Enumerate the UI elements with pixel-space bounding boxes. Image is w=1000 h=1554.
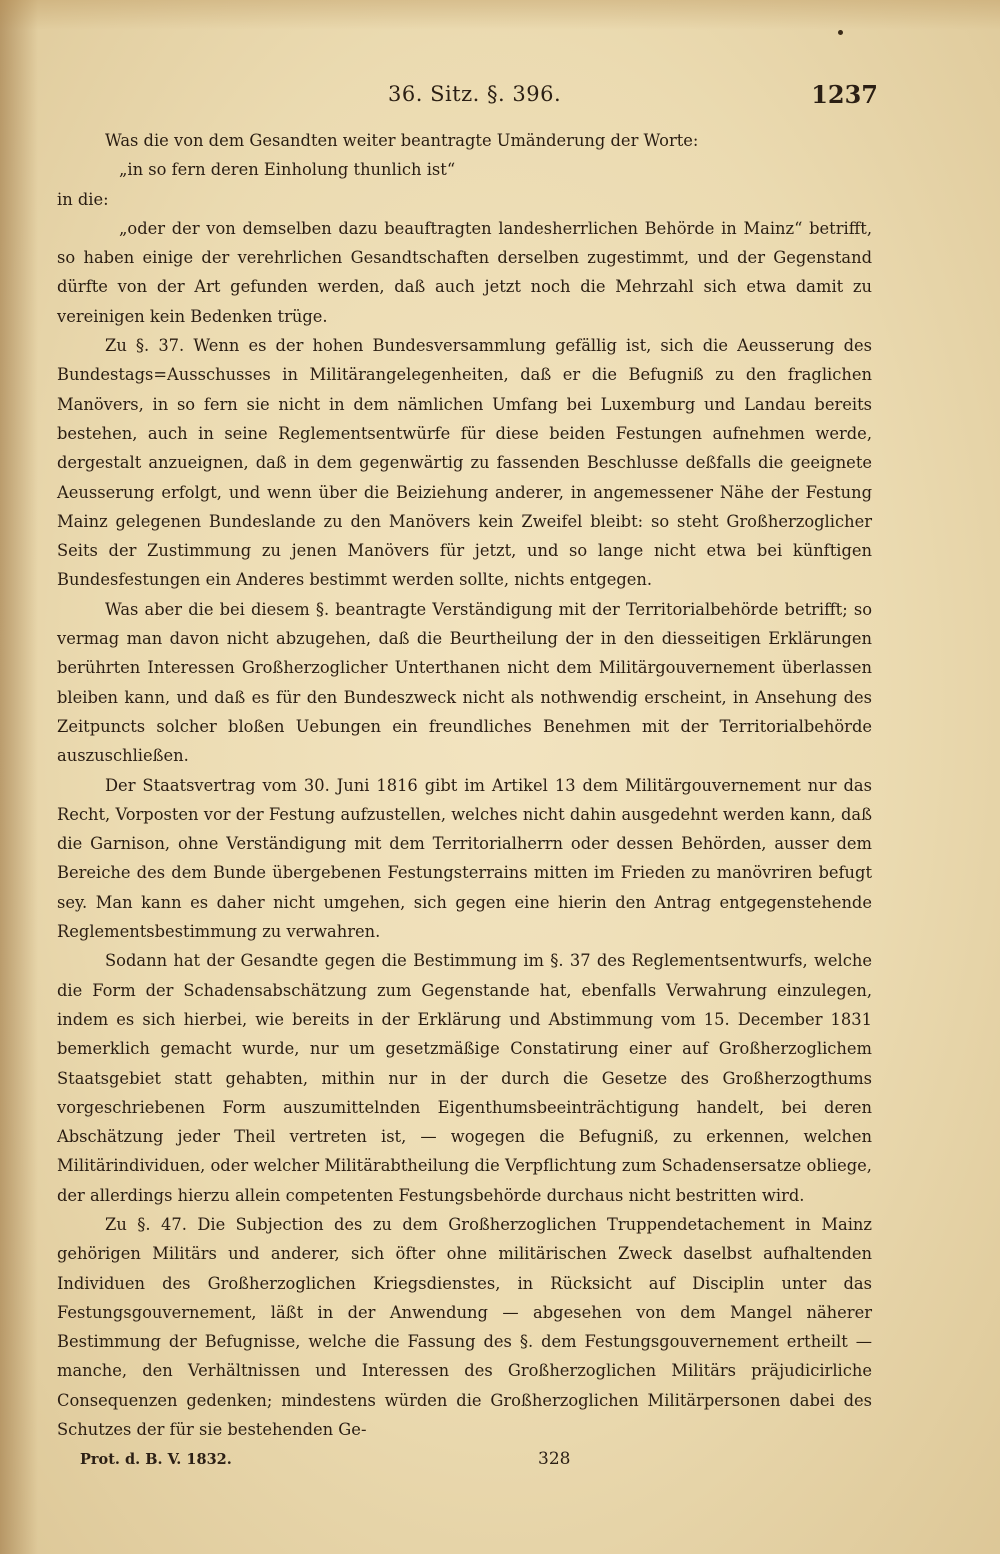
footer-reference: Prot. d. B. V. 1832. — [80, 1451, 232, 1468]
page-number: 1237 — [811, 80, 878, 109]
paragraph: „oder der von demselben dazu beauftragten landesherrlichen Behörde in Mainz“ betrifft, so haben einige der verehrlichen Gesandtschaften derselben zugestimmt, und der Gegenstand dürfte von der Art gefunden werden, daß auch jetzt noch die Mehrzahl sich etwa damit zu vereinigen kein Bedenken trüge. — [57, 218, 872, 326]
paragraph: Zu §. 37. Wenn es der hohen Bundesversammlung gefällig ist, sich die Aeusserung des Bundestags=Ausschusses in Militärangelegenheiten, daß er die Befugniß zu den fraglichen Manövers, in so fern sie nicht in dem nämlichen Umfang bei Luxemburg und Landau bereits bestehen, auch in seine Reglementsentwürfe für diese beiden Festungen aufnehmen werde, dergestalt anzueignen, daß in dem gegenwärtig zu fassenden Beschlusse deßfalls die geeignete Aeusserung erfolgt, und wenn über die Beiziehung anderer, in angemessener Nähe der Festung Mainz gelegenen Bundeslande zu den Manövers kein Zweifel bleibt: so steht Großherzoglicher Seits der Zustimmung zu jenen Manövers für jetzt, und so lange nicht etwa bei künftigen Bundesfestungen ein Anderes bestimmt werden sollte, nichts entgegen. — [57, 336, 872, 590]
paragraph: Der Staatsvertrag vom 30. Juni 1816 gibt im Artikel 13 dem Militärgouvernement nur das Recht, Vorposten vor der Festung aufzustellen, welches nicht dahin ausgedehnt werden kann, daß die Garnison, ohne Verständigung mit dem Territorialherrn oder dessen Behörden, ausser dem Bereiche des dem Bunde übergebenen Festungsterrains mitten im Frieden zu manövriren befugt sey. Man kann es daher nicht umgehen, sich gegen eine hierin den Antrag entgegenstehende Reglementsbestimmung zu verwahren. — [57, 775, 872, 942]
page-header — [60, 80, 880, 116]
paragraph: Sodann hat der Gesandte gegen die Bestimmung im §. 37 des Reglementsentwurfs, welche die Form der Schadensabschätzung zum Gegenstande hat, ebenfalls Verwahrung einzulegen, indem es sich hierbei, wie bereits in der Erklärung und Abstimmung vom 15. December 1831 bemerklich gemacht wurde, nur um gesetzmäßige Constatirung einer auf Großherzoglichem Staatsgebiet statt gehabten, mithin nur in der durch die Gesetze des Großherzogthums vorgeschriebenen Form auszumittelnden Eigenthumsbeeinträchtigung handelt, bei deren Abschätzung jeder Theil vertreten ist, — wogegen die Befugniß, zu erkennen, welchen Militärindividuen, oder welcher Militärabtheilung die Verpflichtung zum Schadensersatze obliege, der allerdings hierzu allein competenten Festungsbehörde durchaus nicht bestritten wird. — [57, 951, 872, 1205]
quoted-phrase: „in so fern deren Einholung thunlich ist“ — [119, 160, 456, 180]
ink-spot — [838, 30, 843, 35]
page-edge-shadow — [0, 0, 38, 1554]
paragraph: Zu §. 47. Die Subjection des zu dem Großherzoglichen Truppendetachement in Mainz gehörigen Militärs und anderer, sich öfter ohne militärischen Zweck daselbst aufhaltenden Individuen des Großherzoglichen Kriegsdienstes, in Rücksicht auf Disciplin unter das Festungsgouvernement, läßt in der Anwendung — abgesehen von dem Mangel näherer Bestimmung der Befugnisse, welche die Fassung des §. dem Festungsgouvernement ertheilt — manche, den Verhältnissen und Interessen des Großherzoglichen Militärs präjudicirliche Consequenzen gedenken; mindestens würden die Großherzoglichen Militärpersonen dabei des Schutzes der für sie bestehenden Ge- — [57, 1214, 872, 1440]
page-footer — [80, 1449, 880, 1475]
body-text — [57, 126, 872, 1444]
signature-mark: 328 — [538, 1449, 571, 1469]
page-top-shadow — [0, 0, 1000, 30]
paragraph: Was die von dem Gesandten weiter beantragte Umänderung der Worte: — [105, 131, 699, 150]
running-head: 36. Sitz. §. 396. — [388, 82, 562, 106]
paragraph: in die: — [57, 189, 109, 209]
paragraph: Was aber die bei diesem §. beantragte Verständigung mit der Territorialbehörde betrifft; so vermag man davon nicht abzugehen, daß die Beurtheilung der in den diesseitigen Erklärungen berührten Interessen Großherzoglicher Unterthanen nicht dem Militärgouvernement überlassen bleiben kann, und daß es für den Bundeszweck nicht als nothwendig erscheint, in Ansehung des Zeitpuncts solcher bloßen Uebungen ein freundliches Benehmen mit der Territorialbehörde auszuschließen. — [57, 599, 872, 766]
